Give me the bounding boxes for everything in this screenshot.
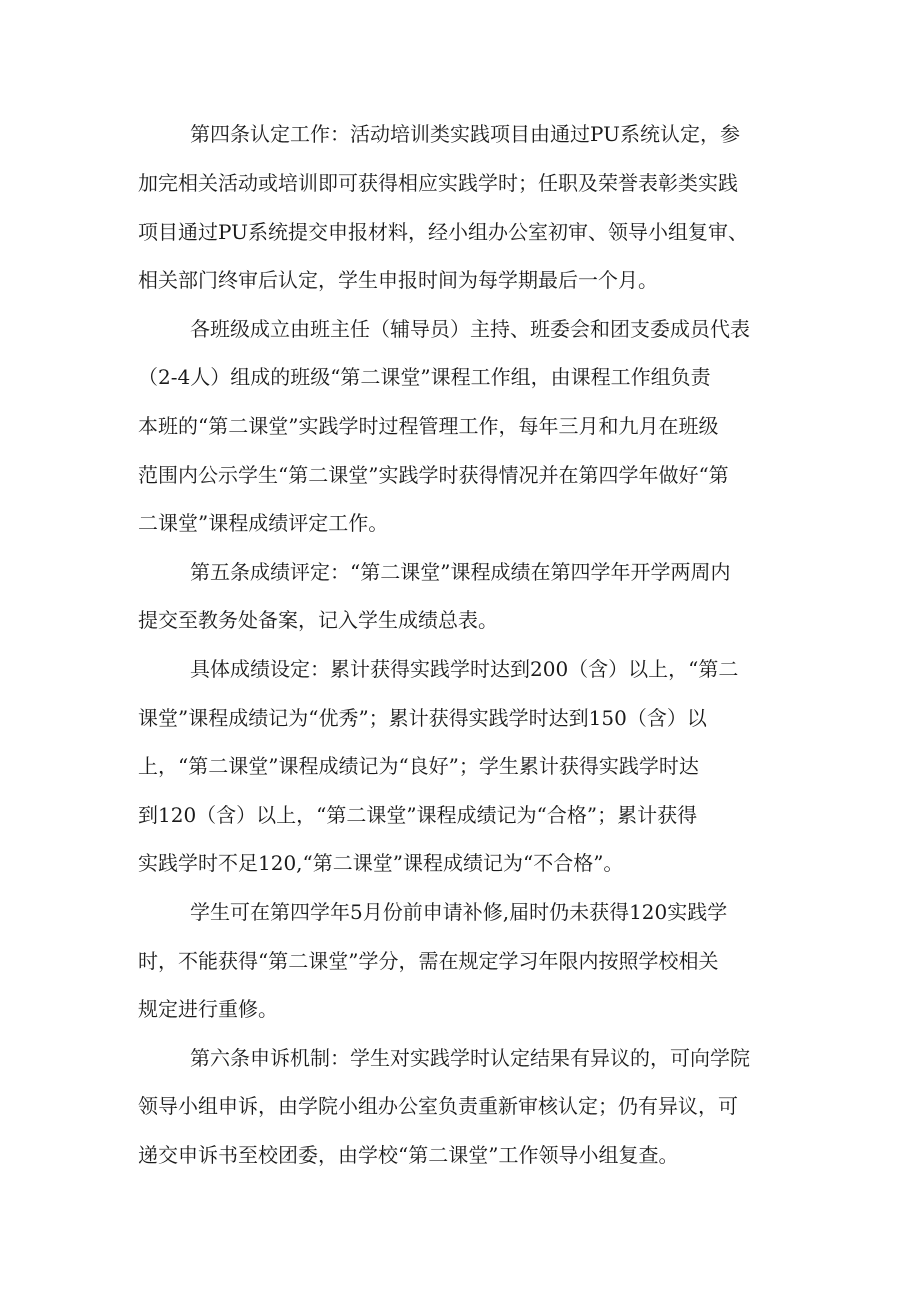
paragraph-line xyxy=(0,1082,920,1130)
paragraph-line xyxy=(0,985,920,1033)
paragraph-line xyxy=(0,742,920,790)
line-text: 递交申诉书至校团委，由学校“第二课堂”工作领导小组复查。 xyxy=(138,1143,679,1167)
paragraph-line xyxy=(0,839,920,887)
line-text: 第六条申诉机制：学生对实践学时认定结果有异议的，可向学院 xyxy=(190,1046,750,1070)
paragraph-line xyxy=(0,1131,920,1179)
line-text: 加完相关活动或培训即可获得相应实践学时；任职及荣誉表彰类实践 xyxy=(138,171,738,195)
line-text: 范围内公示学生“第二课堂”实践学时获得情况并在第四学年做好“第 xyxy=(138,463,729,487)
line-text: 课堂”课程成绩记为“优秀”；累计获得实践学时达到150（含）以 xyxy=(138,706,707,730)
line-text: 实践学时不足120,“第二课堂”课程成绩记为“不合格”。 xyxy=(138,851,624,875)
paragraph-line xyxy=(0,694,920,742)
paragraph-line xyxy=(0,596,920,644)
paragraph-line xyxy=(0,256,920,304)
paragraph-line xyxy=(0,548,920,596)
line-text: 项目通过PU系统提交申报材料，经小组办公室初审、领导小组复审、 xyxy=(138,220,748,244)
paragraph-line xyxy=(0,208,920,256)
paragraph-line xyxy=(0,937,920,985)
paragraph-line xyxy=(0,353,920,401)
paragraph-line xyxy=(0,1034,920,1082)
line-text: 相关部门终审后认定，学生申报时间为每学期最后一个月。 xyxy=(138,268,658,292)
line-text: 上，“第二课堂”课程成绩记为“良好”；学生累计获得实践学时达 xyxy=(138,754,699,778)
line-text: 第四条认定工作：活动培训类实践项目由通过PU系统认定，参 xyxy=(190,122,740,146)
line-text: 到120（含）以上，“第二课堂”课程成绩记为“合格”；累计获得 xyxy=(138,803,698,827)
line-text: 提交至教务处备案，记入学生成绩总表。 xyxy=(138,608,498,632)
paragraph-line xyxy=(0,888,920,936)
paragraph-line xyxy=(0,159,920,207)
line-text: 学生可在第四学年5月份前申请补修,届时仍未获得120实践学 xyxy=(190,900,728,924)
line-text: 时，不能获得“第二课堂”学分，需在规定学习年限内按照学校相关 xyxy=(138,949,719,973)
paragraph-line xyxy=(0,402,920,450)
line-text: 各班级成立由班主任（辅导员）主持、班委会和团支委成员代表 xyxy=(190,317,750,341)
line-text: 具体成绩设定：累计获得实践学时达到200（含）以上，“第二 xyxy=(190,657,739,681)
line-text: 领导小组申诉，由学院小组办公室负责重新审核认定；仍有异议，可 xyxy=(138,1094,738,1118)
paragraph-line xyxy=(0,110,920,158)
paragraph-line xyxy=(0,645,920,693)
line-text: 二课堂”课程成绩评定工作。 xyxy=(138,511,389,535)
paragraph-line xyxy=(0,791,920,839)
line-text: （2-4人）组成的班级“第二课堂”课程工作组，由课程工作组负责 xyxy=(138,365,711,389)
line-text: 第五条成绩评定：“第二课堂”课程成绩在第四学年开学两周内 xyxy=(190,560,731,584)
line-text: 本班的“第二课堂”实践学时过程管理工作，每年三月和九月在班级 xyxy=(138,414,719,438)
paragraph-line xyxy=(0,451,920,499)
line-text: 规定进行重修。 xyxy=(138,997,278,1021)
paragraph-line xyxy=(0,499,920,547)
paragraph-line xyxy=(0,305,920,353)
